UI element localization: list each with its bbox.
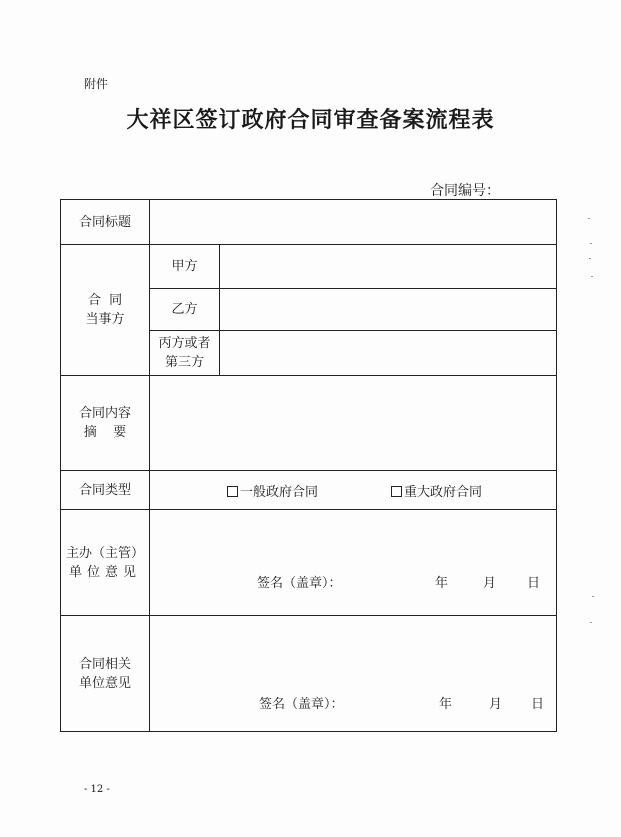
summary-label <box>61 376 149 470</box>
major-contract-option[interactable] <box>391 481 482 500</box>
party-a-field[interactable] <box>220 245 556 288</box>
related-opinion-field[interactable] <box>150 616 556 731</box>
major-contract-text: 重大政府合同 <box>404 485 483 500</box>
general-contract-option[interactable] <box>227 481 318 500</box>
host-month-label: 月 <box>483 576 497 591</box>
party-c-label-line2: 第三方 <box>164 355 204 370</box>
party-c-field[interactable] <box>220 331 556 375</box>
parties-label <box>61 245 149 375</box>
major-contract-checkbox[interactable] <box>391 486 402 497</box>
scan-speck <box>590 243 592 244</box>
scan-speck <box>590 622 592 623</box>
general-contract-checkbox[interactable] <box>227 486 238 497</box>
related-opinion-label-line1: 合同相关 <box>78 656 131 672</box>
related-opinion-label <box>61 616 149 731</box>
summary-field[interactable] <box>150 376 556 470</box>
related-year-label: 年 <box>439 697 453 712</box>
page-number: - 12 - <box>84 784 110 795</box>
related-day-label: 日 <box>531 697 545 712</box>
contract-title-field[interactable] <box>150 200 556 244</box>
scan-speck <box>589 258 591 259</box>
summary-label-line1: 合同内容 <box>78 406 131 421</box>
parties-label-line2: 当事方 <box>85 312 125 327</box>
related-signature-label: 签名（盖章）： <box>259 697 344 712</box>
host-opinion-field[interactable] <box>150 510 556 615</box>
party-c-label <box>150 331 219 375</box>
scan-speck <box>588 218 590 219</box>
host-opinion-label-line2: 单位意见 <box>68 564 141 580</box>
document-title: 大祥区签订政府合同审查备案流程表 <box>126 107 495 133</box>
host-opinion-label-line1: 主办（主管） <box>65 545 144 561</box>
host-signature-label: 签名（盖章）： <box>257 576 342 591</box>
party-c-label-line1: 丙方或者 <box>158 336 211 351</box>
related-month-label: 月 <box>489 697 503 712</box>
party-a-label: 甲方 <box>171 259 198 274</box>
host-year-label: 年 <box>435 576 449 591</box>
host-opinion-label <box>61 510 149 615</box>
party-b-field[interactable] <box>220 289 556 330</box>
related-opinion-label-line2: 单位意见 <box>78 675 131 691</box>
scan-speck <box>592 596 594 597</box>
contract-review-table <box>60 199 557 732</box>
general-contract-text: 一般政府合同 <box>240 485 319 500</box>
host-day-label: 日 <box>527 576 541 591</box>
scan-speck <box>591 276 593 277</box>
attachment-label: 附件 <box>84 77 109 91</box>
party-b-label: 乙方 <box>171 302 198 317</box>
contract-type-label: 合同类型 <box>78 482 131 498</box>
contract-title-label: 合同标题 <box>78 214 131 230</box>
summary-label-line2: 摘 要 <box>83 425 127 440</box>
parties-label-line1: 合 同 <box>87 293 123 308</box>
contract-number-label: 合同编号： <box>430 183 500 199</box>
